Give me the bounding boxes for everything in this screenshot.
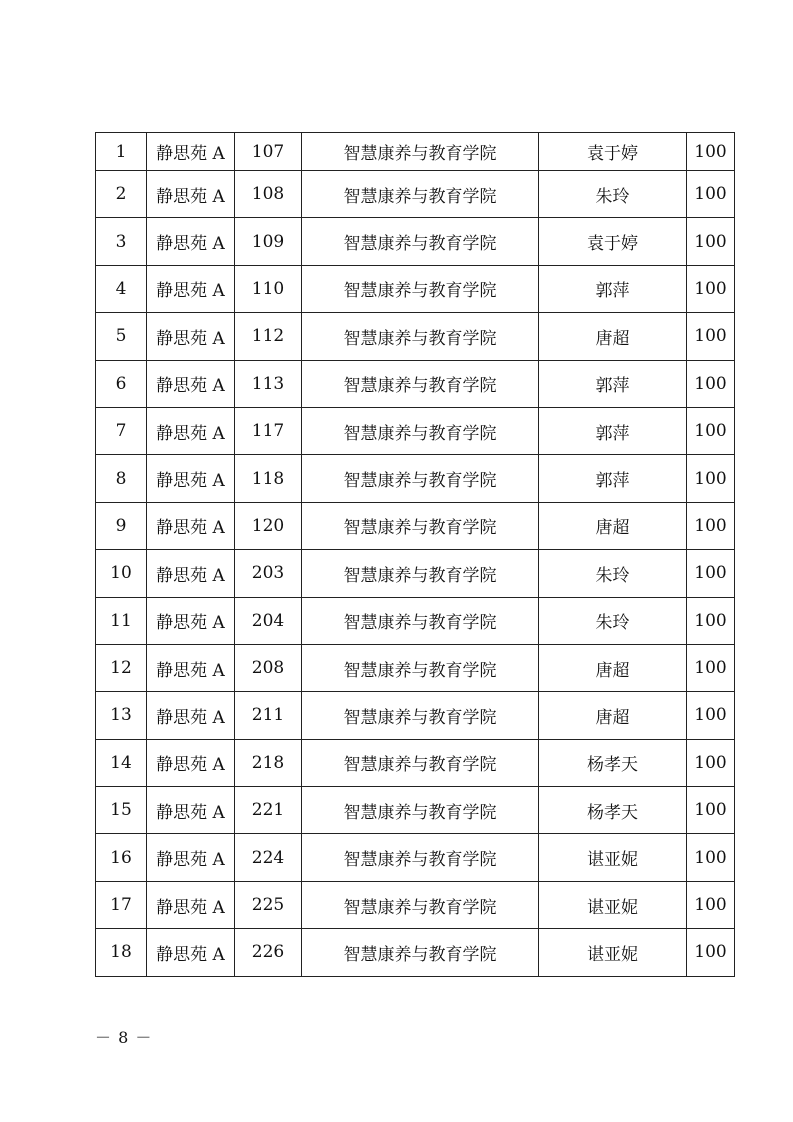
table-row — [96, 834, 735, 881]
cell-college: 智慧康养与教育学院 — [302, 597, 539, 644]
cell-room: 108 — [235, 171, 302, 218]
cell-college: 智慧康养与教育学院 — [302, 834, 539, 881]
cell-college: 智慧康养与教育学院 — [302, 502, 539, 549]
table-body — [96, 133, 735, 977]
cell-room: 204 — [235, 597, 302, 644]
cell-room: 109 — [235, 218, 302, 265]
cell-number: 9 — [96, 502, 147, 549]
table-row — [96, 133, 735, 171]
table-row — [96, 407, 735, 454]
cell-college: 智慧康养与教育学院 — [302, 550, 539, 597]
cell-building: 静思苑 A — [147, 881, 235, 928]
cell-number: 12 — [96, 644, 147, 691]
table-row — [96, 692, 735, 739]
cell-building: 静思苑 A — [147, 834, 235, 881]
cell-score: 100 — [687, 550, 735, 597]
cell-building: 静思苑 A — [147, 218, 235, 265]
cell-room: 203 — [235, 550, 302, 597]
cell-person: 朱玲 — [539, 550, 687, 597]
table-row — [96, 739, 735, 786]
cell-person: 袁于婷 — [539, 218, 687, 265]
table-row — [96, 597, 735, 644]
cell-college: 智慧康养与教育学院 — [302, 739, 539, 786]
cell-person: 谌亚妮 — [539, 929, 687, 976]
cell-building: 静思苑 A — [147, 929, 235, 976]
cell-building: 静思苑 A — [147, 644, 235, 691]
cell-building: 静思苑 A — [147, 739, 235, 786]
cell-number: 17 — [96, 881, 147, 928]
cell-room: 118 — [235, 455, 302, 502]
cell-score: 100 — [687, 502, 735, 549]
cell-number: 1 — [96, 133, 147, 171]
cell-person: 唐超 — [539, 692, 687, 739]
cell-person: 郭萍 — [539, 265, 687, 312]
cell-building: 静思苑 A — [147, 692, 235, 739]
cell-number: 10 — [96, 550, 147, 597]
cell-number: 16 — [96, 834, 147, 881]
table-row — [96, 313, 735, 360]
cell-college: 智慧康养与教育学院 — [302, 929, 539, 976]
cell-room: 110 — [235, 265, 302, 312]
cell-score: 100 — [687, 313, 735, 360]
cell-college: 智慧康养与教育学院 — [302, 171, 539, 218]
cell-person: 郭萍 — [539, 407, 687, 454]
table-row — [96, 881, 735, 928]
cell-college: 智慧康养与教育学院 — [302, 360, 539, 407]
table-row — [96, 787, 735, 834]
cell-score: 100 — [687, 597, 735, 644]
cell-person: 唐超 — [539, 644, 687, 691]
cell-college: 智慧康养与教育学院 — [302, 265, 539, 312]
cell-score: 100 — [687, 929, 735, 976]
cell-number: 3 — [96, 218, 147, 265]
cell-college: 智慧康养与教育学院 — [302, 692, 539, 739]
cell-person: 唐超 — [539, 502, 687, 549]
cell-room: 107 — [235, 133, 302, 171]
cell-college: 智慧康养与教育学院 — [302, 218, 539, 265]
cell-room: 112 — [235, 313, 302, 360]
cell-building: 静思苑 A — [147, 171, 235, 218]
table-row — [96, 455, 735, 502]
cell-room: 225 — [235, 881, 302, 928]
cell-score: 100 — [687, 692, 735, 739]
cell-score: 100 — [687, 644, 735, 691]
cell-number: 13 — [96, 692, 147, 739]
cell-room: 224 — [235, 834, 302, 881]
table-row — [96, 644, 735, 691]
table-row — [96, 265, 735, 312]
cell-number: 11 — [96, 597, 147, 644]
table-row — [96, 360, 735, 407]
cell-person: 唐超 — [539, 313, 687, 360]
table-row — [96, 171, 735, 218]
dormitory-score-table — [95, 132, 735, 977]
cell-room: 117 — [235, 407, 302, 454]
cell-building: 静思苑 A — [147, 133, 235, 171]
cell-building: 静思苑 A — [147, 455, 235, 502]
table-row — [96, 218, 735, 265]
cell-person: 朱玲 — [539, 597, 687, 644]
cell-number: 15 — [96, 787, 147, 834]
cell-college: 智慧康养与教育学院 — [302, 455, 539, 502]
cell-building: 静思苑 A — [147, 502, 235, 549]
cell-score: 100 — [687, 407, 735, 454]
cell-score: 100 — [687, 739, 735, 786]
cell-person: 谌亚妮 — [539, 834, 687, 881]
cell-score: 100 — [687, 218, 735, 265]
cell-college: 智慧康养与教育学院 — [302, 787, 539, 834]
cell-person: 谌亚妮 — [539, 881, 687, 928]
cell-score: 100 — [687, 834, 735, 881]
cell-building: 静思苑 A — [147, 787, 235, 834]
cell-room: 218 — [235, 739, 302, 786]
cell-room: 208 — [235, 644, 302, 691]
cell-person: 郭萍 — [539, 455, 687, 502]
cell-person: 袁于婷 — [539, 133, 687, 171]
cell-room: 120 — [235, 502, 302, 549]
cell-number: 18 — [96, 929, 147, 976]
table-row — [96, 929, 735, 976]
cell-number: 5 — [96, 313, 147, 360]
table-row — [96, 502, 735, 549]
cell-number: 8 — [96, 455, 147, 502]
cell-college: 智慧康养与教育学院 — [302, 313, 539, 360]
cell-room: 221 — [235, 787, 302, 834]
cell-person: 朱玲 — [539, 171, 687, 218]
cell-score: 100 — [687, 133, 735, 171]
cell-person: 郭萍 — [539, 360, 687, 407]
cell-score: 100 — [687, 171, 735, 218]
table-row — [96, 550, 735, 597]
cell-building: 静思苑 A — [147, 360, 235, 407]
cell-building: 静思苑 A — [147, 407, 235, 454]
cell-building: 静思苑 A — [147, 597, 235, 644]
cell-building: 静思苑 A — [147, 313, 235, 360]
cell-score: 100 — [687, 265, 735, 312]
page-number: － 8 － — [95, 1028, 153, 1047]
cell-person: 杨孝天 — [539, 787, 687, 834]
cell-room: 226 — [235, 929, 302, 976]
cell-building: 静思苑 A — [147, 550, 235, 597]
cell-number: 2 — [96, 171, 147, 218]
cell-building: 静思苑 A — [147, 265, 235, 312]
cell-college: 智慧康养与教育学院 — [302, 133, 539, 171]
cell-number: 4 — [96, 265, 147, 312]
cell-score: 100 — [687, 455, 735, 502]
cell-score: 100 — [687, 881, 735, 928]
cell-person: 杨孝天 — [539, 739, 687, 786]
cell-score: 100 — [687, 360, 735, 407]
cell-room: 113 — [235, 360, 302, 407]
cell-number: 14 — [96, 739, 147, 786]
cell-room: 211 — [235, 692, 302, 739]
cell-college: 智慧康养与教育学院 — [302, 881, 539, 928]
cell-college: 智慧康养与教育学院 — [302, 644, 539, 691]
cell-college: 智慧康养与教育学院 — [302, 407, 539, 454]
cell-score: 100 — [687, 787, 735, 834]
cell-number: 7 — [96, 407, 147, 454]
cell-number: 6 — [96, 360, 147, 407]
